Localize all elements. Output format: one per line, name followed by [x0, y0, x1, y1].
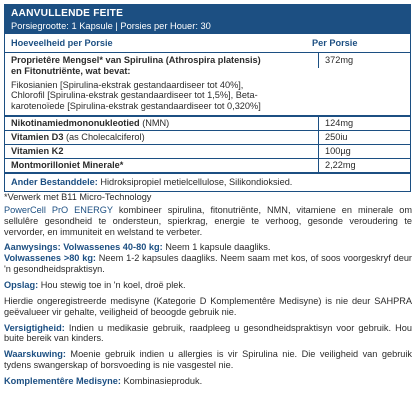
complementary-medicine	[4, 376, 412, 387]
warning-label: Waarskuwing:	[4, 349, 66, 360]
product-description	[4, 205, 412, 238]
caution-label: Versigtigheid:	[4, 322, 65, 333]
storage-text: Hou stewig toe in 'n koel, droë plek.	[38, 280, 186, 291]
nutrient-row	[5, 130, 410, 144]
nutrient-note: (as Cholecalciferol)	[63, 132, 145, 143]
other-ingredients-text: Hidroksipropiel metielcellulose, Silikondioksied.	[97, 176, 293, 187]
column-headers	[5, 34, 410, 53]
blend-line2: en Fitonutriënte, wat bevat:	[11, 65, 131, 76]
other-ingredients	[5, 174, 410, 192]
other-ingredients-label: Ander Bestanddele:	[11, 176, 98, 187]
nutrient-value: 250iu	[318, 131, 410, 144]
serving-info: Porsiegrootte: 1 Kapsule | Porsies per Houer: 30	[11, 21, 211, 32]
blend-row	[5, 53, 410, 79]
warning	[4, 349, 412, 371]
blend-components	[5, 79, 410, 116]
facts-header	[5, 5, 410, 34]
nutrient-value: 124mg	[318, 117, 410, 130]
directions	[4, 242, 412, 275]
nutrient-name: Vitamien K2	[11, 145, 64, 156]
nutrient-row	[5, 158, 410, 172]
blend-component-1: Fikosianien [Spirulina-ekstrak gestandaardiseer tot 40%],	[11, 79, 244, 90]
nutrient-name: Vitamien D3	[11, 132, 64, 143]
directions-heavy-text: Neem 1-2 kapsules daagliks. Neem saam met kos, of soos voorgeskryf deur 'n gesondheidspraktisyn.	[4, 253, 412, 275]
nutrient-note: (NMN)	[139, 118, 170, 129]
blend-value: 372mg	[318, 53, 410, 68]
supplement-facts-panel	[4, 4, 411, 192]
directions-label: Aanwysings: Volwassenes 40-80 kg:	[4, 242, 163, 253]
description-text: kombineer spirulina, fitonutriënte, NMN, vitamiene en minerale om sellulêre gesondheid te ondersteun, spierkrag, energie te verhoog, gesonde veroudering te vervorder, en immuniteit en welstand te verbeter.	[4, 204, 412, 237]
nutrient-row	[5, 144, 410, 158]
label-text	[4, 192, 412, 392]
registration-notice: Hierdie ongeregistreerde medisyne (Kategorie D Komplementêre Medisyne) is nie deur SAHPRA geëvalueer vir gehalte, veiligheid of beoogde gebruik nie.	[4, 295, 412, 317]
nutrient-value: 100µg	[318, 145, 410, 158]
amount-column-label: Hoeveelheid per Porsie	[11, 38, 113, 48]
brand-name: PowerCell PrO ENERGY	[4, 204, 113, 215]
nutrient-value: 2,22mg	[318, 159, 410, 172]
directions-text: Neem 1 kapsule daagliks.	[162, 242, 271, 253]
nutrient-name: Montmorilloniet Minerale*	[11, 159, 124, 170]
complementary-label: Komplementêre Medisyne:	[4, 376, 121, 387]
directions-heavy-label: Volwassenes >80 kg:	[4, 253, 96, 264]
complementary-text: Kombinasieproduk.	[120, 376, 203, 387]
caution-text: Indien u medikasie gebruik, raadpleeg u gesondheidspraktisyn voor gebruik. Hou buite bereik van kinders.	[4, 322, 412, 344]
storage-label: Opslag:	[4, 280, 39, 291]
blend-name-rest: van Spirulina (Athrospira platensis)	[102, 54, 261, 65]
blend-component-2: Chlorofil [Spirulina-ekstrak gestandaardiseer tot 1,5%], Beta-	[11, 90, 258, 101]
blend-component-3: karotenoïede [Spirulina-ekstrak gestandaardiseer tot 0,320%]	[11, 101, 261, 112]
nutrient-name: Nikotinamiedmononukleotied	[11, 118, 140, 129]
nutrient-list	[5, 117, 410, 173]
blend-group	[5, 53, 410, 117]
nutrient-row	[5, 117, 410, 130]
caution	[4, 323, 412, 345]
per-serving-column-label: Per Porsie	[312, 38, 358, 48]
blend-name: Proprietêre Mengsel*	[11, 54, 103, 65]
warning-text: Moenie gebruik indien u allergies is vir Spirulina nie. Die veiligheid van gebruik tydens swangerskap of borsvoeding is nie vasgestel nie.	[4, 349, 412, 371]
storage	[4, 280, 412, 291]
facts-title: AANVULLENDE FEITE	[11, 8, 124, 19]
footnote: *Verwerk met B11 Micro-Technology	[4, 192, 152, 202]
